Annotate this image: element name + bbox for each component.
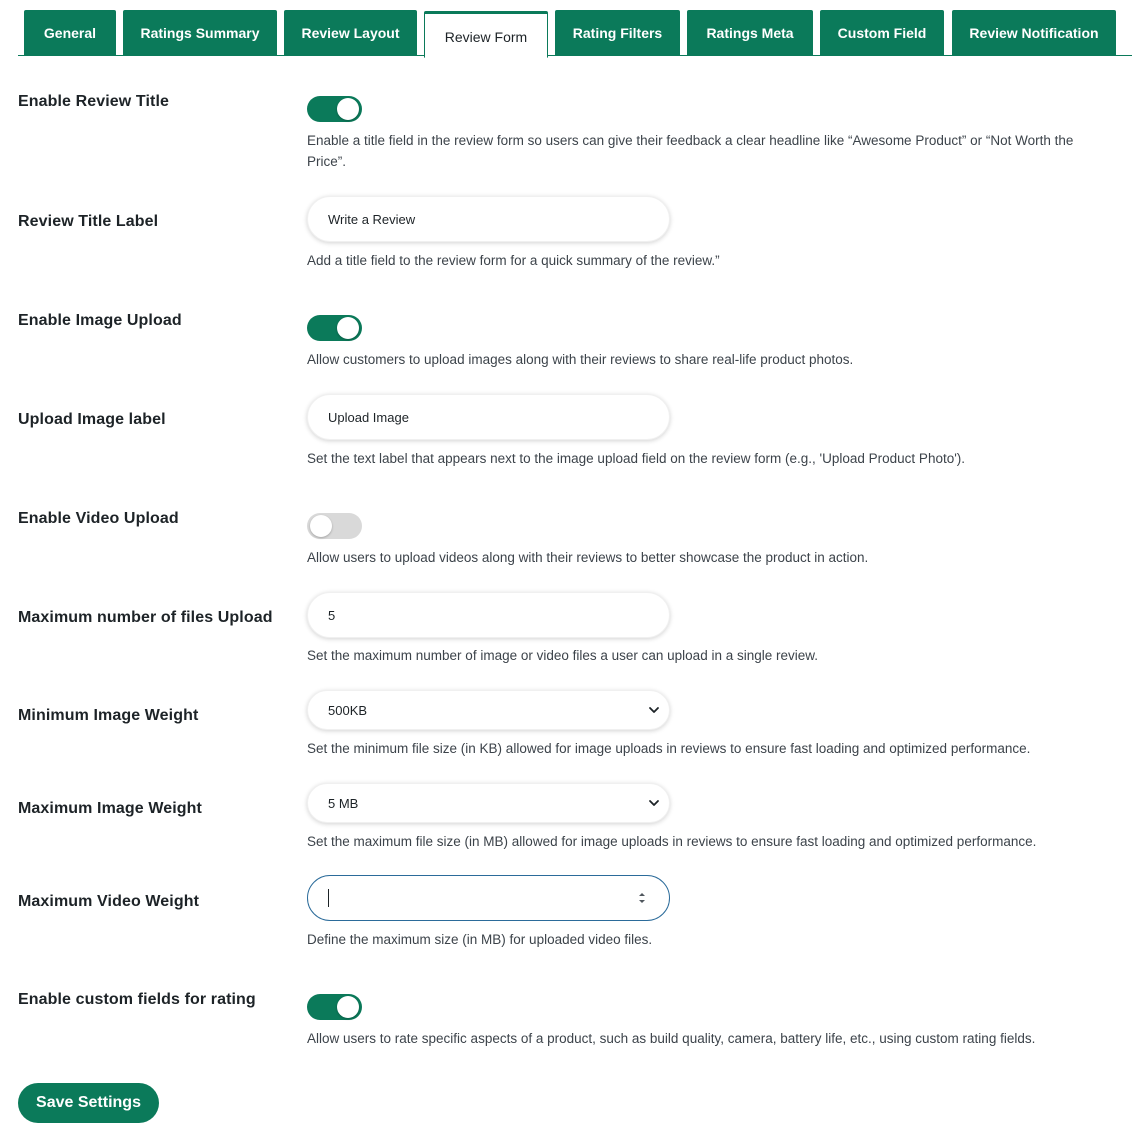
tab-review-form[interactable]: Review Form (424, 11, 548, 58)
setting-label: Enable Video Upload (18, 510, 179, 527)
toggle-knob (337, 996, 359, 1018)
setting-description: Add a title field to the review form for a quick summary of the review.” (307, 253, 720, 268)
video-upload-toggle[interactable] (307, 513, 362, 539)
toggle-knob (337, 317, 359, 339)
max-video-weight-input[interactable] (307, 875, 670, 921)
toggle-knob (337, 98, 359, 120)
text-caret (328, 889, 329, 907)
setting-label: Minimum Image Weight (18, 707, 199, 724)
setting-description: Set the maximum number of image or video files a user can upload in a single review. (307, 648, 819, 663)
setting-description: Enable a title field in the review form so users can give their feedback a clear headline like “Awesome Product” or “Not Worth the Price”. (307, 133, 1074, 169)
upload-image-label-input[interactable] (307, 394, 670, 440)
select-value: 500KB (328, 702, 368, 718)
tab-rating-filters[interactable]: Rating Filters (555, 10, 680, 55)
setting-description: Set the text label that appears next to the image upload field on the review form (e.g., 'Upload Product Photo'). (307, 451, 966, 466)
settings-tabs (18, 10, 1132, 56)
setting-label: Enable custom fields for rating (18, 991, 256, 1008)
setting-description: Allow users to upload videos along with their reviews to better showcase the product in action. (307, 550, 869, 565)
tab-review-layout[interactable]: Review Layout (284, 10, 417, 55)
setting-description: Allow users to rate specific aspects of a product, such as build quality, camera, battery life, etc., using custom rating fields. (307, 1031, 1036, 1046)
review-title-label-input[interactable] (307, 196, 670, 242)
setting-description: Set the minimum file size (in KB) allowed for image uploads in reviews to ensure fast loading and optimized performance. (307, 741, 1031, 756)
setting-label: Maximum Image Weight (18, 800, 202, 817)
spinner-arrows-icon[interactable] (637, 890, 647, 906)
tab-custom-field[interactable]: Custom Field (820, 10, 944, 55)
setting-label: Enable Image Upload (18, 312, 182, 329)
setting-description: Allow customers to upload images along with their reviews to share real-life product photos. (307, 352, 854, 367)
input-value: 5 (328, 607, 336, 623)
setting-label: Maximum Video Weight (18, 893, 199, 910)
setting-description: Define the maximum size (in MB) for uploaded video files. (307, 932, 653, 947)
save-settings-button[interactable]: Save Settings (18, 1083, 159, 1123)
setting-label: Review Title Label (18, 213, 159, 230)
max-files-input[interactable] (307, 592, 670, 638)
tab-ratings-summary[interactable]: Ratings Summary (123, 10, 277, 55)
tab-ratings-meta[interactable]: Ratings Meta (687, 10, 813, 55)
setting-label: Maximum number of files Upload (18, 609, 273, 626)
chevron-down-icon (647, 703, 661, 717)
tab-review-notification[interactable]: Review Notification (952, 10, 1116, 55)
input-value: Upload Image (328, 409, 409, 425)
setting-description: Set the maximum file size (in MB) allowed for image uploads in reviews to ensure fast loading and optimized performance. (307, 834, 1037, 849)
input-value: Write a Review (328, 211, 416, 227)
tab-general[interactable]: General (24, 10, 116, 55)
setting-label: Upload Image label (18, 411, 166, 428)
setting-label: Enable Review Title (18, 93, 169, 110)
min-image-weight-select[interactable] (307, 690, 670, 730)
review-title-toggle[interactable] (307, 96, 362, 122)
toggle-knob (310, 515, 332, 537)
custom-fields-toggle[interactable] (307, 994, 362, 1020)
select-value: 5 MB (328, 795, 359, 811)
max-image-weight-select[interactable] (307, 783, 670, 823)
image-upload-toggle[interactable] (307, 315, 362, 341)
chevron-down-icon (647, 796, 661, 810)
